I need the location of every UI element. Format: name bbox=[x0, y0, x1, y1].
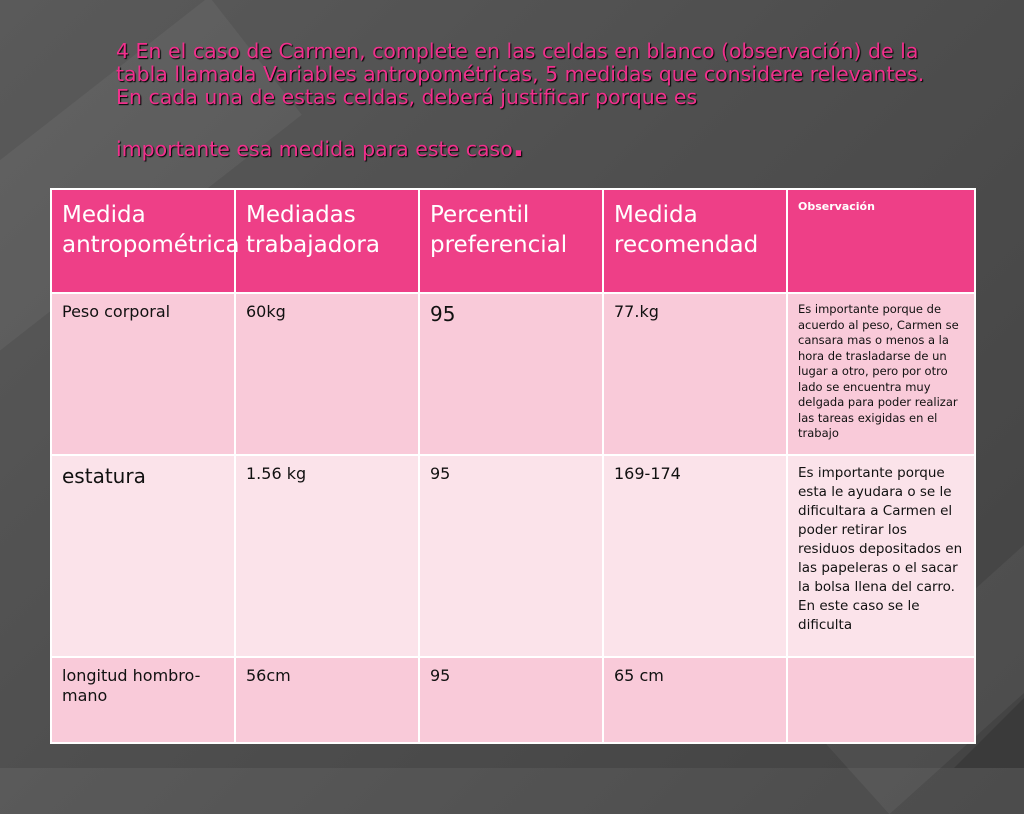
cell-recomendada: 65 cm bbox=[603, 657, 787, 743]
header-trabajadora: Mediadas trabajadora bbox=[235, 189, 419, 293]
header-observacion: Observación bbox=[787, 189, 975, 293]
cell-percentil: 95 bbox=[419, 293, 603, 455]
cell-medida: longitud hombro-mano bbox=[51, 657, 235, 743]
header-percentil: Percentil preferencial bbox=[419, 189, 603, 293]
cell-recomendada: 77.kg bbox=[603, 293, 787, 455]
cell-observacion[interactable] bbox=[787, 657, 975, 743]
table-header-row bbox=[51, 189, 975, 293]
cell-percentil: 95 bbox=[419, 455, 603, 657]
slide-title bbox=[116, 39, 946, 164]
title-dot: . bbox=[512, 129, 525, 164]
title-line-1: 4 En el caso de Carmen, complete en las celdas en blanco (observación) de la tabla llamada Variables antropométricas, 5 medidas que considere relevantes. En cada una de estas celdas, deberá justificar porque es bbox=[116, 39, 925, 109]
cell-recomendada: 169-174 bbox=[603, 455, 787, 657]
cell-trabajadora: 60kg bbox=[235, 293, 419, 455]
cell-trabajadora: 1.56 kg bbox=[235, 455, 419, 657]
header-recomendada: Medida recomendad bbox=[603, 189, 787, 293]
header-medida: Medida antropométrica bbox=[51, 189, 235, 293]
title-line-2: importante esa medida para este caso. bbox=[116, 129, 525, 164]
table-row bbox=[51, 293, 975, 455]
table-row bbox=[51, 657, 975, 743]
cell-observacion[interactable]: Es importante porque de acuerdo al peso, Carmen se cansara mas o menos a la hora de trasladarse de un lugar a otro, pero por otro lado se encuentra muy delgada para poder realizar las tareas exigidas en el trabajo bbox=[787, 293, 975, 455]
cell-trabajadora: 56cm bbox=[235, 657, 419, 743]
cell-observacion[interactable]: Es importante porque esta le ayudara o se le dificultara a Carmen el poder retirar los residuos depositados en las papeleras o el sacar la bolsa llena del carro. En este caso se le dificulta bbox=[787, 455, 975, 657]
table-row bbox=[51, 455, 975, 657]
cell-medida: estatura bbox=[51, 455, 235, 657]
variables-table bbox=[50, 188, 976, 744]
cell-medida: Peso corporal bbox=[51, 293, 235, 455]
cell-percentil: 95 bbox=[419, 657, 603, 743]
